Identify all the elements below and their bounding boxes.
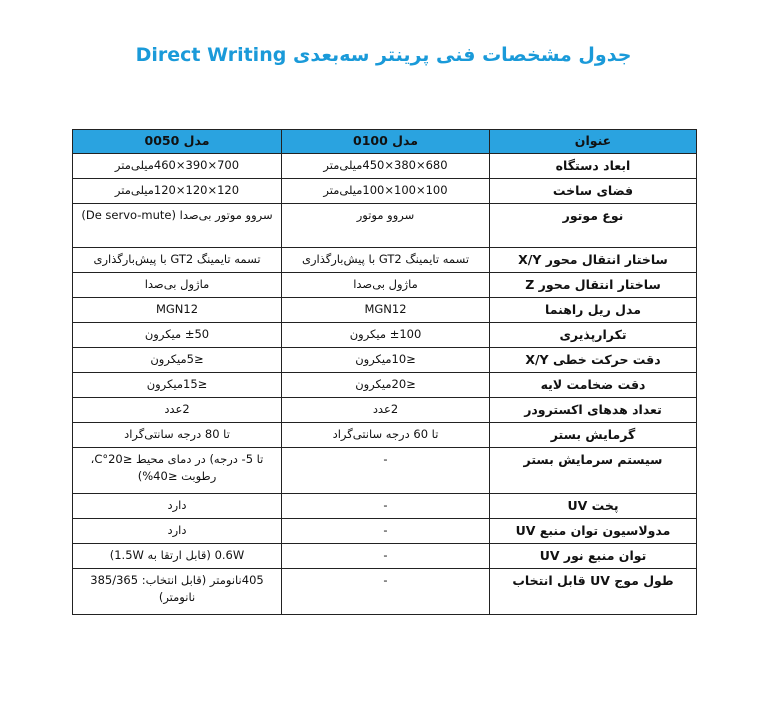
table-row: [73, 494, 697, 519]
table-row: [73, 448, 697, 494]
table-row: [73, 298, 697, 323]
row-label: ساختار انتقال محور Z: [490, 273, 697, 298]
cell-model-0100: ماژول بی‌صدا: [282, 273, 490, 298]
row-label: توان منبع نور UV: [490, 544, 697, 569]
table-row: [73, 519, 697, 544]
cell-model-0100: 680×380×450میلی‌متر: [282, 154, 490, 179]
cell-model-0050: 405نانومتر (قابل انتخاب: 385/365 نانومتر): [73, 569, 282, 615]
row-label: پخت UV: [490, 494, 697, 519]
row-label: ساختار انتقال محور X/Y: [490, 248, 697, 273]
row-label: طول موج UV قابل انتخاب: [490, 569, 697, 615]
header-title: عنوان: [490, 130, 697, 154]
table-header-row: [73, 130, 697, 154]
table-row: [73, 248, 697, 273]
row-label: گرمایش بستر: [490, 423, 697, 448]
cell-model-0100: -: [282, 448, 490, 494]
table-row: [73, 348, 697, 373]
cell-model-0100: ±100 میکرون: [282, 323, 490, 348]
table-row: [73, 373, 697, 398]
cell-model-0050: تا 5- درجه) در دمای محیط ≤20°C، رطوبت ≤40%): [73, 448, 282, 494]
table-row: [73, 398, 697, 423]
cell-model-0050: تسمه تایمینگ GT2 با پیش‌بارگذاری: [73, 248, 282, 273]
row-label: سیستم سرمایش بستر: [490, 448, 697, 494]
table-row: [73, 323, 697, 348]
spec-table: [72, 129, 697, 615]
cell-model-0050: 2عدد: [73, 398, 282, 423]
table-row: [73, 204, 697, 248]
cell-model-0050: 700×390×460میلی‌متر: [73, 154, 282, 179]
cell-model-0100: سروو موتور: [282, 204, 490, 248]
row-label: دقت حرکت خطی X/Y: [490, 348, 697, 373]
cell-model-0050: ±50 میکرون: [73, 323, 282, 348]
table-row: [73, 544, 697, 569]
cell-model-0100: -: [282, 494, 490, 519]
cell-model-0100: -: [282, 569, 490, 615]
cell-model-0100: MGN12: [282, 298, 490, 323]
cell-model-0100: ≤10میکرون: [282, 348, 490, 373]
table-row: [73, 423, 697, 448]
cell-model-0100: تسمه تایمینگ GT2 با پیش‌بارگذاری: [282, 248, 490, 273]
cell-model-0050: ماژول بی‌صدا: [73, 273, 282, 298]
cell-model-0100: -: [282, 544, 490, 569]
row-label: تکرارپذیری: [490, 323, 697, 348]
table-row: [73, 569, 697, 615]
row-label: دقت ضخامت لایه: [490, 373, 697, 398]
row-label: مدولاسیون توان منبع UV: [490, 519, 697, 544]
cell-model-0050: سروو موتور بی‌صدا (De servo-mute): [73, 204, 282, 248]
cell-model-0100: ≤20میکرون: [282, 373, 490, 398]
row-label: فضای ساخت: [490, 179, 697, 204]
cell-model-0100: 2عدد: [282, 398, 490, 423]
cell-model-0050: 0.6W (قابل ارتقا به 1.5W): [73, 544, 282, 569]
header-model-0100: مدل 0100: [282, 130, 490, 154]
cell-model-0100: -: [282, 519, 490, 544]
cell-model-0050: دارد: [73, 494, 282, 519]
cell-model-0050: دارد: [73, 519, 282, 544]
cell-model-0050: ≤5میکرون: [73, 348, 282, 373]
row-label: نوع موتور: [490, 204, 697, 248]
header-model-0050: مدل 0050: [73, 130, 282, 154]
cell-model-0050: ≤15میکرون: [73, 373, 282, 398]
table-row: [73, 273, 697, 298]
cell-model-0050: 120×120×120میلی‌متر: [73, 179, 282, 204]
cell-model-0050: MGN12: [73, 298, 282, 323]
row-label: مدل ریل راهنما: [490, 298, 697, 323]
row-label: ابعاد دستگاه: [490, 154, 697, 179]
row-label: تعداد هدهای اکسترودر: [490, 398, 697, 423]
page-title: جدول مشخصات فنی پرینتر سه‌بعدی Direct Writing: [135, 44, 632, 66]
table-row: [73, 179, 697, 204]
cell-model-0100: 100×100×100میلی‌متر: [282, 179, 490, 204]
table-row: [73, 154, 697, 179]
cell-model-0050: تا 80 درجه سانتی‌گراد: [73, 423, 282, 448]
table-body: [73, 154, 697, 615]
cell-model-0100: تا 60 درجه سانتی‌گراد: [282, 423, 490, 448]
